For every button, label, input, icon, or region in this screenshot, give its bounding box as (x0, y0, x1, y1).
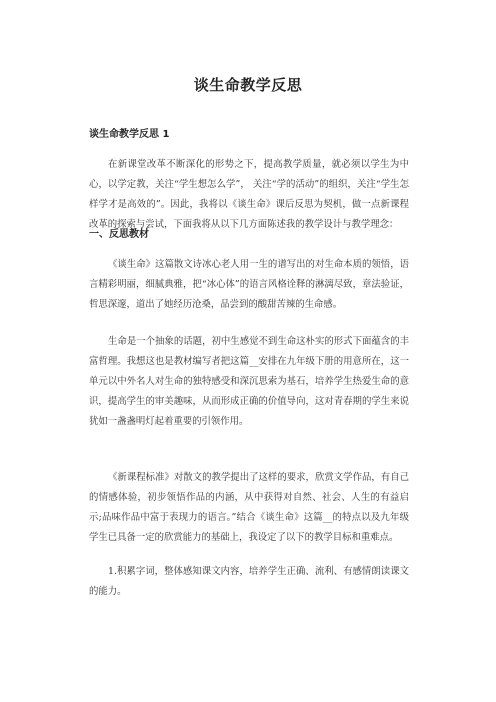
intro-paragraph: 在新课堂改革不断深化的形势之下，提高教学质量，就必须以学生为中心，以学定教，关注“学生想怎么学”， 关注“学的活动”的组织，关注“学生怎样学才是高效的”。因此，我将以《谈生命》课后反思为契机，做一点新课程改革的探索与尝试，下面我将从以下几方面陈述我的教学设计与教学理念： (89, 159, 409, 230)
body-paragraph: 《谈生命》这篇散文诗冰心老人用一生的谱写出的对生命本质的领悟，语言精彩明丽，细腻典雅，把“冰心体”的语言风格诠释的淋漓尽致，章法验证，哲思深邃，道出了她经历沧桑，品尝到的酸甜苦辣的生命感。 (89, 259, 409, 310)
heading-reflect-textbook: 一、反思教材 (89, 229, 149, 240)
body-paragraph: 生命是一个抽象的话题，初中生感觉不到生命这朴实的形式下面蕴含的丰富哲理。我想这也是教材编写者把这篇__安排在九年级下册的用意所在，这一单元以中外名人对生命的独特感受和深沉思索为基石，培养学生热爱生命的意识，提高学生的审美趣味，从而形成正确的价值导向，这对青春期的学生来说犹如一盏盏明灯起着重要的引领作用。 (89, 336, 409, 427)
list-item: 1.积累字词，整体感知课文内容，培养学生正确、流利、有感情朗读课文的能力。 (89, 566, 409, 597)
document-title: 谈生命教学反思 (193, 76, 303, 94)
section-title: 谈生命教学反思 1 (89, 129, 170, 140)
body-paragraph: 《新课程标准》对散文的教学提出了这样的要求，欣赏文学作品，有自己的情感体验，初步领悟作品的内涵，从中获得对自然、社会、人生的有益启示;品味作品中富于表现力的语言。”结合《谈生命》这篇__的特点以及九年级学生已具备一定的欣赏能力的基础上，我设定了以下的教学目标和重难点。 (89, 472, 409, 543)
